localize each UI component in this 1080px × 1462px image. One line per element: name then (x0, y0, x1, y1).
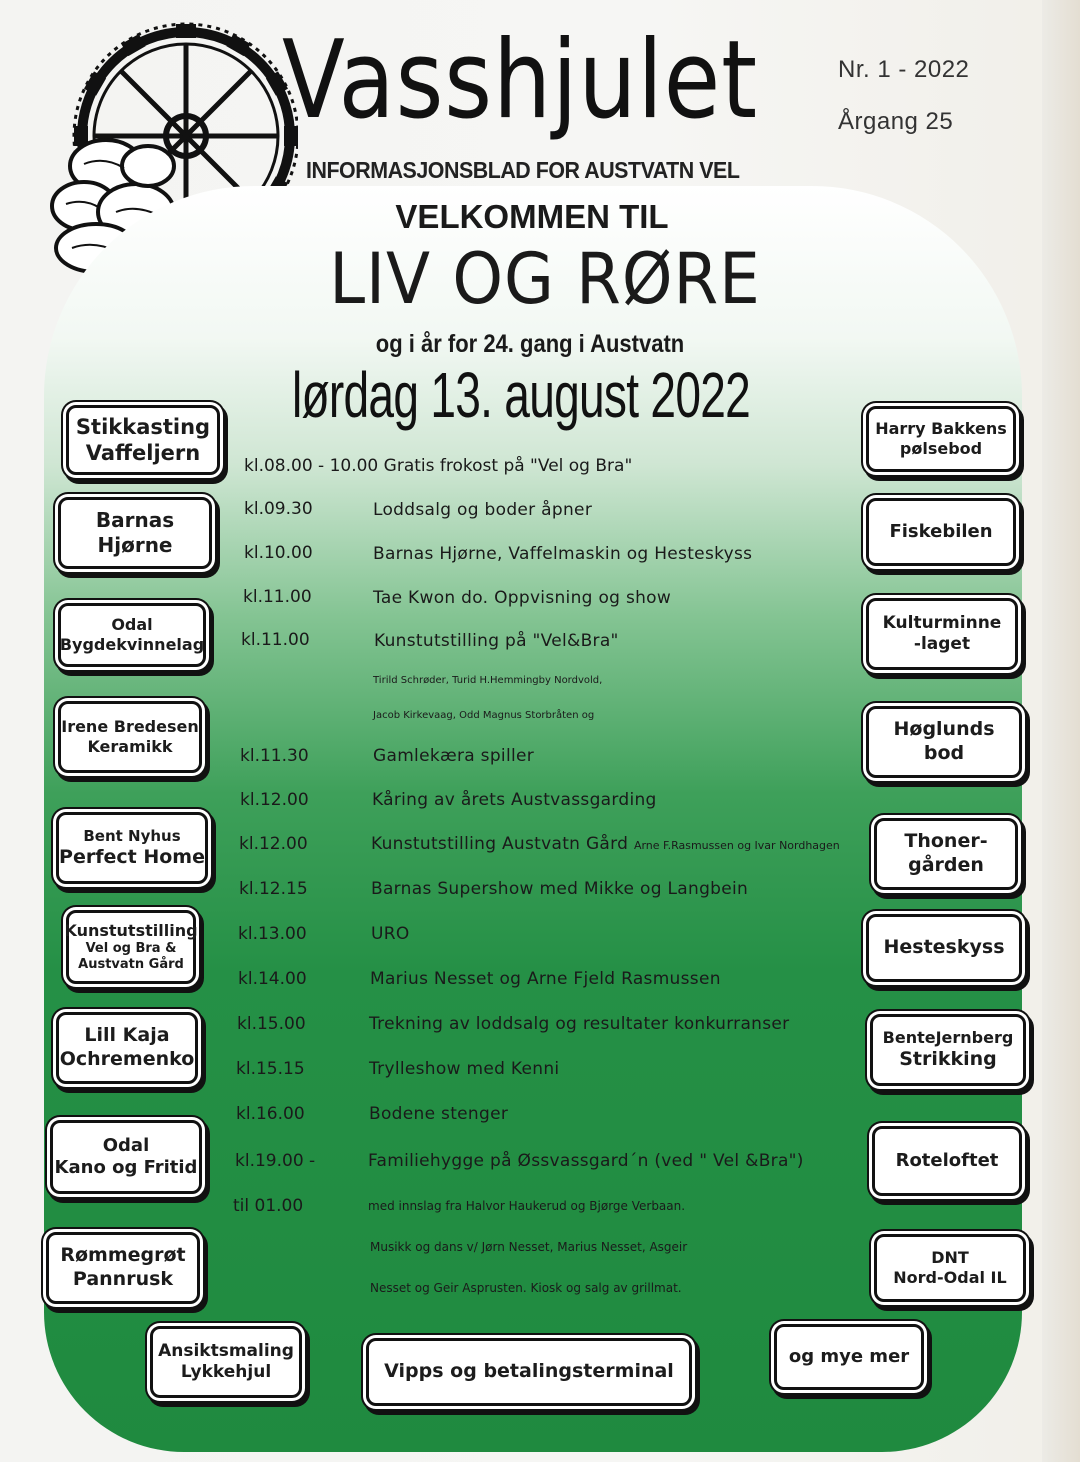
schedule-text: Kåring av årets Austvassgarding (372, 790, 657, 810)
box-line: Irene Bredesen (61, 717, 199, 736)
box-line: Bygdekvinnelag (59, 635, 205, 654)
schedule-time: kl.11.00 (243, 587, 312, 607)
stand-box-left (58, 603, 206, 667)
schedule-text: Barnas Supershow med Mikke og Langbein (371, 879, 749, 899)
box-line: Kunstutstilling (64, 920, 198, 940)
masthead-title: Vasshjulet (282, 18, 758, 143)
box-line: Harry Bakkens (875, 419, 1007, 438)
schedule-text: med innslag fra Halvor Haukerud og Bjørge Verbaan. (368, 1199, 686, 1213)
schedule-time: kl.11.00 (241, 630, 310, 650)
schedule-time: kl.19.00 - (235, 1151, 316, 1171)
schedule-text: Jacob Kirkevaag, Odd Magnus Storbråten og (373, 710, 595, 721)
volume-number: Årgang 25 (838, 108, 954, 135)
schedule-time: kl.11.30 (240, 746, 309, 766)
stand-box-left (66, 405, 220, 475)
box-line: Thoner- (904, 830, 988, 853)
schedule-text: Kunstutstilling på "Vel&Bra" (374, 631, 619, 651)
stand-box-bottom (150, 1326, 302, 1398)
schedule-time: kl.13.00 (238, 924, 307, 944)
issue-info (838, 44, 969, 148)
box-line: og mye mer (788, 1345, 910, 1367)
box-line: BenteJernberg (882, 1028, 1014, 1048)
box-line: Odal (102, 1134, 150, 1156)
box-line: Odal (111, 615, 153, 634)
box-line: Kano og Fritid (54, 1157, 198, 1178)
box-line: Rømmegrøt (60, 1244, 186, 1267)
box-line: Ochremenko (59, 1048, 195, 1070)
schedule-text: Bodene stenger (369, 1104, 509, 1124)
box-line: Roteloftet (895, 1149, 999, 1171)
schedule-text: Marius Nesset og Arne Fjeld Rasmussen (370, 969, 721, 989)
welcome-heading: VELKOMMEN TIL (395, 198, 669, 235)
issue-number: Nr. 1 - 2022 (838, 56, 970, 83)
box-line: -laget (913, 634, 971, 654)
schedule-time: kl.10.00 (244, 543, 313, 563)
schedule-text: Trylleshow med Kenni (369, 1059, 560, 1079)
schedule-time: kl.08.00 - 10.00 Gratis frokost på "Vel og Bra" (244, 456, 633, 476)
schedule-text: Barnas Hjørne, Vaffelmaskin og Hesteskyss (373, 544, 753, 564)
box-line: Barnas (95, 508, 175, 532)
schedule-text: Tae Kwon do. Oppvisning og show (373, 588, 672, 608)
stand-box-right (866, 706, 1022, 778)
stand-box-left (46, 1232, 200, 1304)
box-line: Lykkehjul (180, 1362, 272, 1382)
schedule-text: Familiehygge på Øssvassgard´n (ved " Vel &Bra") (368, 1151, 804, 1171)
schedule-time: til 01.00 (233, 1196, 304, 1216)
box-line: Stikkasting (75, 414, 211, 439)
box-line: Vaffeljern (85, 441, 201, 465)
box-line: Hjørne (97, 533, 173, 557)
box-line: Keramikk (87, 737, 173, 756)
schedule-text: Trekning av loddsalg og resultater konkurranser (369, 1014, 790, 1034)
stand-box-right (866, 914, 1022, 982)
stand-box-bottom (774, 1324, 924, 1390)
box-line: DNT (931, 1248, 969, 1267)
schedule-text: Nesset og Geir Asprusten. Kiosk og salg av grillmat. (370, 1281, 682, 1295)
box-line: Lill Kaja (84, 1024, 170, 1047)
stand-box-left (50, 1120, 202, 1194)
schedule-time: kl.16.00 (236, 1104, 305, 1124)
masthead-subtitle: INFORMASJONSBLAD FOR AUSTVATN VEL (306, 157, 740, 183)
stand-box-right (866, 406, 1016, 472)
stand-box-right (866, 598, 1018, 670)
stand-box-right (866, 498, 1016, 566)
box-line: Ansiktsmaling (158, 1340, 294, 1361)
box-line: Bent Nyhus (83, 826, 181, 845)
schedule-time: kl.15.00 (237, 1014, 306, 1034)
stand-box-left (58, 497, 212, 569)
event-intro: og i år for 24. gang i Austvatn (375, 330, 685, 358)
schedule-time: kl.12.15 (239, 879, 308, 899)
stand-box-right (872, 1126, 1022, 1196)
schedule-text: Gamlekæra spiller (373, 746, 535, 766)
schedule-note: Arne F.Rasmussen og Ivar Nordhagen (633, 839, 840, 852)
box-line: Pannrusk (72, 1268, 174, 1290)
box-line: Vel og Bra & (85, 940, 177, 956)
schedule-time: kl.12.00 (240, 790, 309, 810)
box-line: Høglunds (893, 718, 995, 741)
schedule-text: Loddsalg og boder åpner (373, 500, 593, 520)
box-line: bod (923, 742, 965, 764)
box-line: pølsebod (899, 439, 983, 458)
event-name: LIV OG RØRE (329, 238, 761, 320)
stand-box-left (66, 910, 196, 984)
box-line: Strikking (899, 1048, 997, 1071)
box-line: Fiskebilen (889, 520, 993, 542)
schedule-time: kl.14.00 (238, 969, 307, 989)
box-line: Vipps og betalingsterminal (384, 1360, 674, 1383)
box-line: Perfect Home (59, 845, 205, 868)
schedule-time: kl.12.00 (239, 834, 308, 854)
stand-box-left (56, 1012, 198, 1084)
box-line: Hesteskyss (883, 936, 1005, 959)
stand-box-bottom (366, 1338, 692, 1406)
stand-box-left (56, 812, 208, 884)
stand-box-left (58, 701, 202, 773)
box-line: gården (908, 854, 984, 876)
stand-box-right (874, 1234, 1026, 1302)
box-line: Nord-Odal IL (893, 1268, 1007, 1287)
schedule-text (371, 834, 840, 854)
box-line: Kulturminne (882, 612, 1002, 633)
schedule-text: Musikk og dans v/ Jørn Nesset, Marius Nesset, Asgeir (370, 1240, 688, 1254)
box-line: Austvatn Gård (78, 957, 184, 972)
stand-box-right (874, 818, 1018, 890)
event-date: lørdag 13. august 2022 (291, 359, 751, 431)
stand-box-right (870, 1014, 1026, 1086)
schedule-text-main: Kunstutstilling Austvatn Gård (371, 834, 629, 854)
schedule-time: kl.15.15 (236, 1059, 305, 1079)
schedule-text: Tirild Schrøder, Turid H.Hemmingby Nordvold, (373, 675, 603, 686)
schedule-text: URO (371, 924, 410, 944)
schedule-time: kl.09.30 (244, 499, 313, 519)
